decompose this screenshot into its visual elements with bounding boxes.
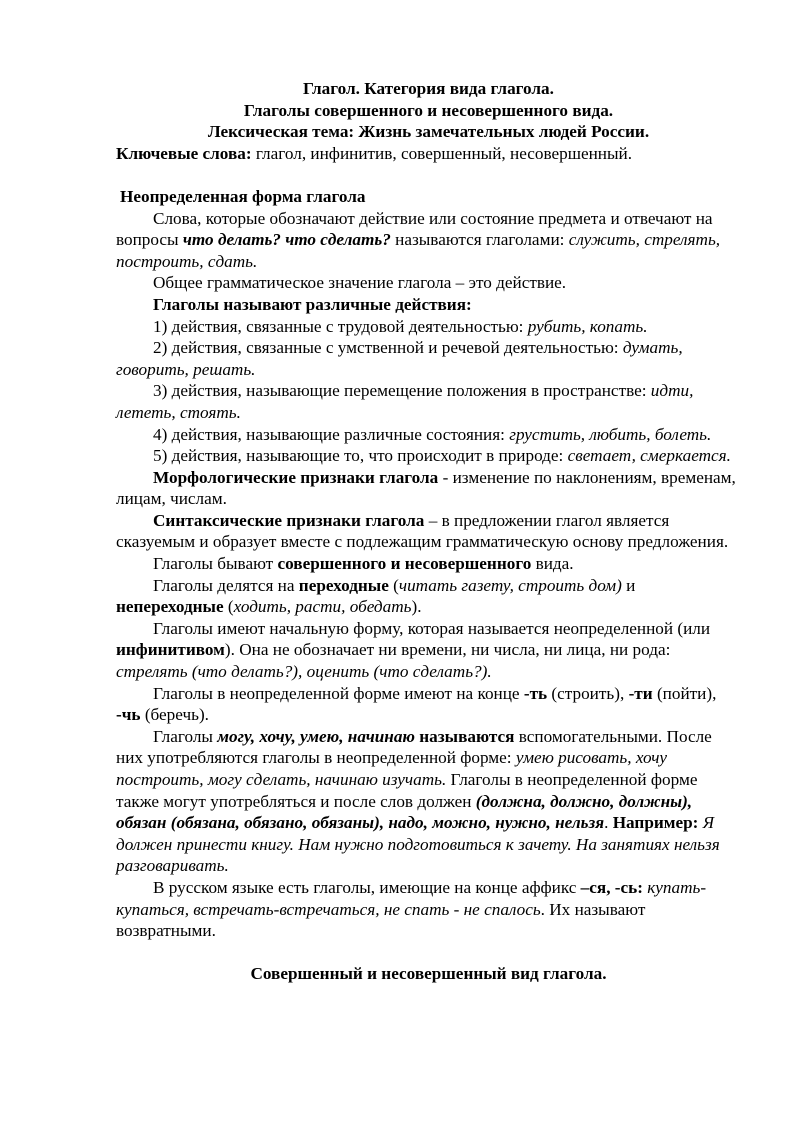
keywords-line <box>116 143 741 165</box>
text: вида. <box>531 554 574 574</box>
text: называются глаголами: <box>390 230 569 250</box>
text-example: купать-купаться, встречать-встречаться, не спать - не спалось <box>116 877 707 919</box>
text: ). <box>411 597 422 617</box>
text-bold: –ся, -сь: <box>580 877 643 897</box>
text-bold: -чь <box>116 705 141 725</box>
text: Глаголы в неопределенной форме также могут употребляться и после слов должен <box>116 770 698 811</box>
text-example: светает, смеркается. <box>567 446 731 466</box>
text-example: грустить, любить, болеть. <box>509 424 712 444</box>
spacer <box>116 942 741 964</box>
section-title-text: Неопределенная форма глагола <box>120 186 366 206</box>
paragraph-reflexive <box>116 877 741 942</box>
text: вспомогательными. После них употребляются глаголы в неопределенной форме: <box>116 726 712 768</box>
text: В русском языке есть глаголы, имеющие на конце аффикс <box>153 877 581 897</box>
text: 2) действия, связанные с умственной и речевой деятельностью: <box>153 338 623 358</box>
text: . <box>604 813 613 833</box>
text: Глаголы бывают <box>153 554 278 574</box>
list-item-3 <box>116 380 741 423</box>
text-example: умею рисовать, хочу построить, могу сделать, начинаю изучать. <box>116 748 668 789</box>
text: ( <box>388 575 399 595</box>
paragraph-endings <box>116 683 741 726</box>
text-bold: называются <box>414 726 515 746</box>
document-body <box>116 78 741 985</box>
text-emphasis: что делать? что сделать? <box>182 230 391 250</box>
text-emphasis: могу, хочу, умею, начинаю <box>217 726 415 746</box>
paragraph-aspect <box>116 553 741 575</box>
section-2-title: Совершенный и несовершенный вид глагола. <box>250 964 607 984</box>
text: Глаголы делятся на <box>153 575 299 595</box>
text: . Их называют возвратными. <box>116 899 646 941</box>
paragraph-syntax <box>116 510 741 553</box>
text-bold: непереходные <box>116 597 224 617</box>
text: (строить), <box>547 683 629 703</box>
text-example: Я должен принести книгу. Нам нужно подготовиться к зачету. На занятиях нельзя разговаривать. <box>116 813 720 876</box>
paragraph-transitivity <box>116 575 741 618</box>
text: - изменение по наклонениям, временам, лицам, числам. <box>116 467 736 509</box>
title-line-2: Глаголы совершенного и несовершенного вида. <box>243 100 614 120</box>
list-item-4 <box>116 424 741 446</box>
text-bold: Морфологические признаки глагола <box>153 467 439 487</box>
text-bold: Синтаксические признаки глагола <box>153 510 425 530</box>
text-example: идти, лететь, стоять. <box>116 381 694 422</box>
text-bold: Глаголы называют различные действия: <box>153 294 472 314</box>
text-example: стрелять (что делать?), оценить (что сделать?). <box>116 662 492 682</box>
section-title <box>116 186 741 208</box>
text-example: думать, говорить, решать. <box>116 338 683 379</box>
text-bold: инфинитивом <box>116 640 225 660</box>
text: Глаголы в неопределенной форме имеют на конце <box>153 683 524 703</box>
text: Слова, которые обозначают действие или состояние предмета и отвечают на вопросы <box>116 208 713 250</box>
text: (пойти), <box>652 683 717 703</box>
text: и <box>621 575 636 595</box>
paragraph-actions-heading <box>116 294 741 316</box>
text: Глаголы <box>153 726 218 746</box>
paragraph-morphology <box>116 467 741 510</box>
text: – в предложении глагол является сказуемым и образует вместе с подлежащим грамматическую основу предложения. <box>116 510 729 552</box>
keywords-label: Ключевые слова: <box>116 143 252 163</box>
keywords-text: глагол, инфинитив, совершенный, несовершенный. <box>251 143 633 163</box>
text: 3) действия, называющие перемещение положения в пространстве: <box>153 381 651 401</box>
text: 4) действия, называющие различные состояния: <box>153 424 510 444</box>
title-line-3: Лексическая тема: Жизнь замечательных людей России. <box>207 122 650 142</box>
text-example: ходить, расти, обедать <box>233 597 412 617</box>
text: Глаголы имеют начальную форму, которая называется неопределенной (или <box>153 618 711 638</box>
title-line-1: Глагол. Категория вида глагола. <box>303 79 554 98</box>
text: 1) действия, связанные с трудовой деятельностью: <box>153 316 528 336</box>
paragraph-infinitive <box>116 618 741 683</box>
text: ( <box>223 597 234 617</box>
text-emphasis: (должна, должно, должны), обязан (обязана, обязано, обязаны), надо, можно, нужно, нельзя <box>116 791 693 833</box>
text-bold: совершенного и несовершенного <box>277 554 532 574</box>
list-item-5 <box>116 445 741 467</box>
text-bold: переходные <box>298 575 389 595</box>
text-bold: -ть <box>523 683 548 703</box>
paragraph-meaning: Общее грамматическое значение глагола – это действие. <box>153 273 567 293</box>
text-bold: -ти <box>628 683 653 703</box>
paragraph-auxiliary <box>116 726 741 877</box>
list-item-2 <box>116 337 741 380</box>
spacer <box>116 164 741 186</box>
text: ). Она не обозначает ни времени, ни числа, ни лица, ни рода: <box>224 640 671 660</box>
text-bold: Например: <box>612 813 699 833</box>
text: (беречь). <box>140 705 209 725</box>
paragraph-definition <box>116 208 741 273</box>
list-item-1 <box>116 316 741 338</box>
text-example: читать газету, строить дом) <box>398 575 622 595</box>
text: 5) действия, называющие то, что происходит в природе: <box>153 446 568 466</box>
text-example: служить, стрелять, построить, сдать. <box>116 230 721 271</box>
text-example: рубить, копать. <box>527 316 648 336</box>
